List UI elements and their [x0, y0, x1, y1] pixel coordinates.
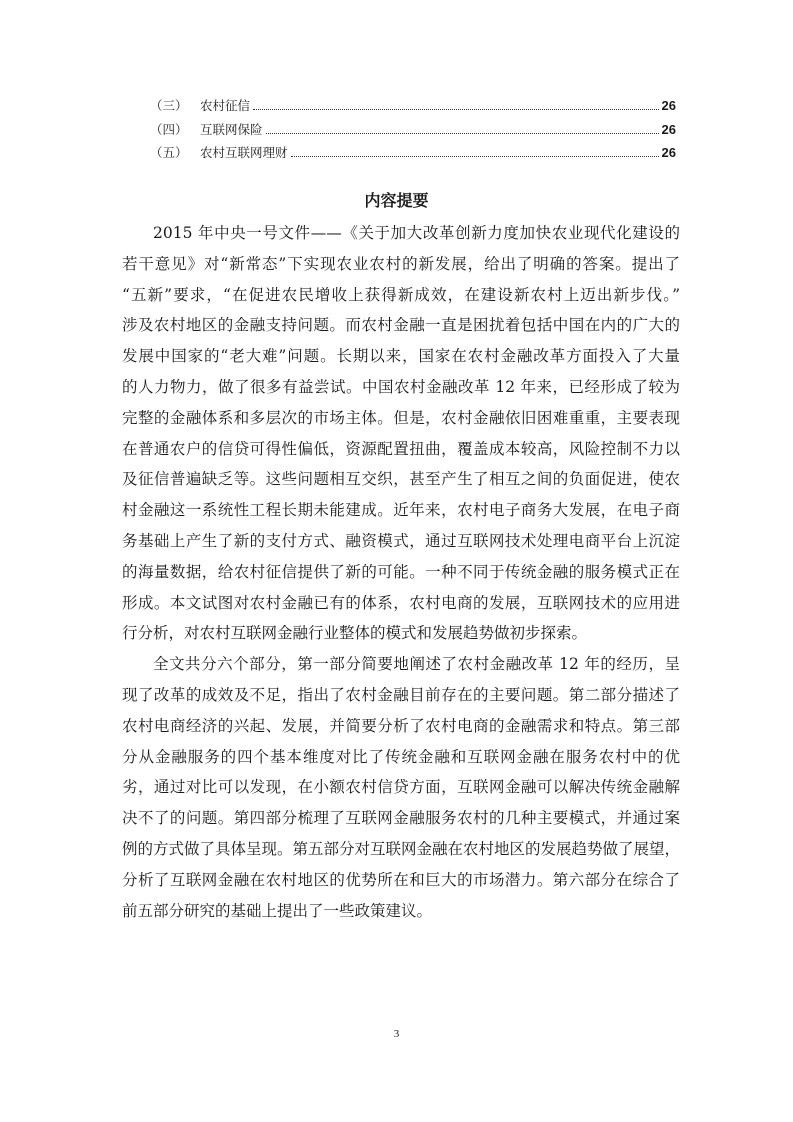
text-line: 行分析，对农村互联网金融行业整体的模式和发展趋势做初步探索。	[122, 624, 588, 643]
toc-entry-number: （四）	[150, 121, 188, 137]
toc-entry-number: （五）	[150, 145, 188, 160]
text-line: 分析了互联网金融在农村地区的优势所在和巨大的市场潜力。第六部分在综合了	[122, 870, 680, 889]
text-line: 村金融这一系统性工程长期未能建成。近年来，农村电子商务大发展，在电子商	[122, 501, 680, 520]
text-line: 及征信普遍缺乏等。这些问题相互交织，甚至产生了相互之间的负面促进，使农	[122, 470, 680, 489]
toc-leader-dots	[266, 132, 659, 134]
toc-leader-dots	[291, 155, 659, 157]
text-line: 完整的金融体系和多层次的市场主体。但是，农村金融依旧困难重重，主要表现	[122, 408, 680, 427]
toc-entry-title: 农村征信	[200, 98, 251, 113]
toc-entry-page: 26	[661, 121, 676, 137]
text-line: 全文共分六个部分，第一部分简要地阐述了农村金融改革 12 年的经历，呈	[153, 655, 680, 674]
section-heading: 内容提要	[364, 191, 429, 210]
toc-entry[interactable]	[150, 120, 676, 144]
toc-entry[interactable]	[150, 143, 676, 167]
text-line: 在普通农户的信贷可得性偏低，资源配置扭曲，覆盖成本较高，风险控制不力以	[122, 439, 680, 458]
text-line: 现了改革的成效及不足，指出了农村金融目前存在的主要问题。第二部分描述了	[122, 685, 680, 704]
toc-entry-page: 26	[661, 98, 676, 113]
text-line: 劣，通过对比可以发现，在小额农村信贷方面，互联网金融可以解决传统金融解	[122, 778, 680, 797]
text-line: 涉及农村地区的金融支持问题。而农村金融一直是困扰着包括中国在内的广大的	[122, 316, 680, 335]
toc-entry-title: 农村互联网理财	[200, 145, 288, 160]
text-line: 若干意见》对“新常态”下实现农业农村的新发展，给出了明确的答案。提出了	[122, 254, 680, 273]
toc-entry-number: （三）	[150, 98, 188, 113]
text-line: 的海量数据，给农村征信提供了新的可能。一种不同于传统金融的服务模式正在	[122, 562, 680, 581]
abstract-body	[122, 218, 680, 926]
page-number: 3	[393, 1028, 400, 1040]
text-line: 2015 年中央一号文件——《关于加大改革创新力度加快农业现代化建设的	[153, 224, 680, 242]
text-line: 的人力物力，做了很多有益尝试。中国农村金融改革 12 年来，已经形成了较为	[122, 377, 680, 396]
toc-entry-page: 26	[661, 145, 676, 160]
toc-entry-title: 互联网保险	[200, 121, 263, 137]
text-line: 前五部分研究的基础上提出了一些政策建议。	[122, 901, 433, 920]
text-line: 分从金融服务的四个基本维度对比了传统金融和互联网金融在服务农村中的优	[122, 747, 680, 766]
toc-entry[interactable]	[150, 96, 676, 120]
text-line: 决不了的问题。第四部分梳理了互联网金融服务农村的几种主要模式，并通过案	[122, 809, 680, 828]
text-line: 形成。本文试图对农村金融已有的体系，农村电商的发展，互联网技术的应用进	[122, 593, 680, 612]
text-line: 务基础上产生了新的支付方式、融资模式，通过互联网技术处理电商平台上沉淀	[122, 531, 680, 550]
paragraph-2	[122, 649, 680, 926]
text-line: “五新”要求，“在促进农民增收上获得新成效，在建设新农村上迈出新步伐。”	[122, 285, 680, 304]
text-line: 发展中国家的“老大难”问题。长期以来，国家在农村金融改革方面投入了大量	[122, 347, 680, 366]
table-of-contents	[150, 96, 676, 167]
toc-leader-dots	[253, 108, 659, 110]
paragraph-1	[122, 218, 680, 649]
text-line: 农村电商经济的兴起、发展，并简要分析了农村电商的金融需求和特点。第三部	[122, 716, 680, 735]
text-line: 例的方式做了具体呈现。第五部分对互联网金融在农村地区的发展趋势做了展望，	[122, 839, 681, 858]
